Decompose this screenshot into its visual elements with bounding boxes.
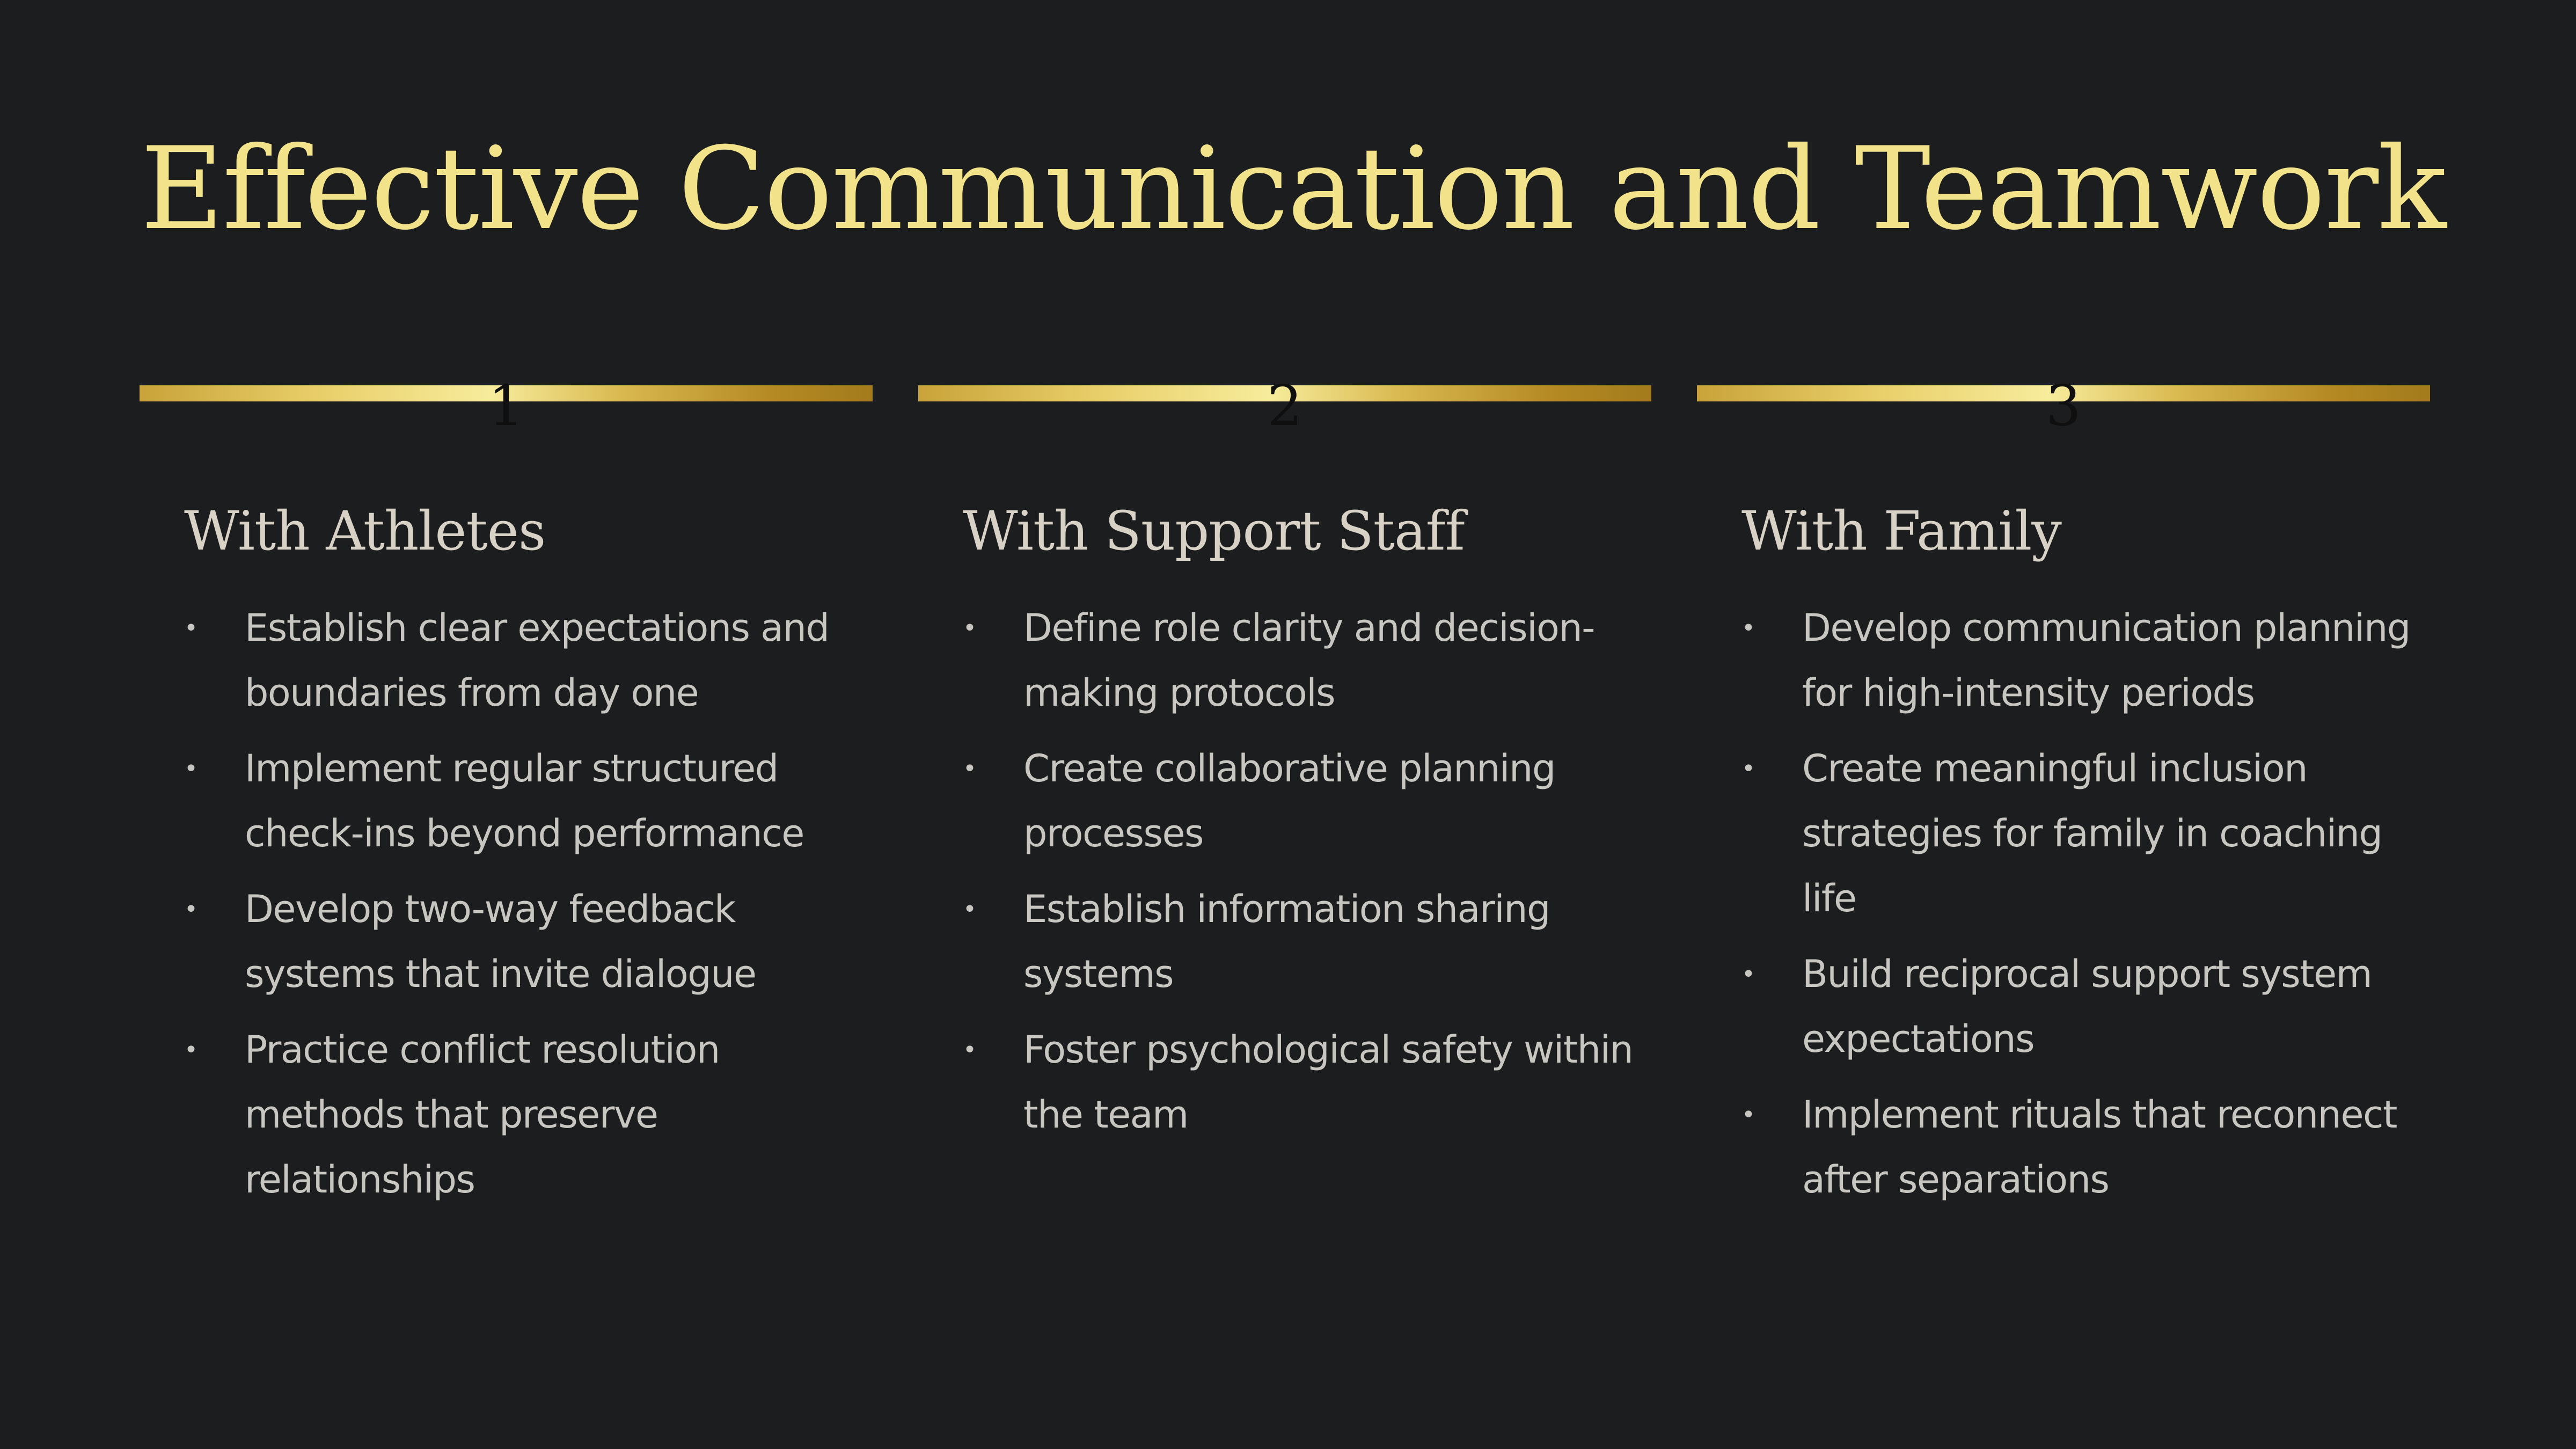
bullet-item: • Develop two-way feedback systems that invite dialogue bbox=[184, 877, 855, 1007]
bullet-item: • Establish clear expectations and boundaries from day one bbox=[184, 596, 855, 726]
step-number: 3 bbox=[2045, 373, 2082, 438]
bullet-item: • Implement rituals that reconnect after separations bbox=[1741, 1082, 2412, 1212]
column-with-support-staff bbox=[918, 373, 1651, 1158]
bullet-item: • Establish information sharing systems bbox=[963, 877, 1634, 1007]
bullet-item: • Foster psychological safety within the team bbox=[963, 1018, 1634, 1147]
bullet-list bbox=[963, 596, 1634, 1147]
bullet-item: • Define role clarity and decision-making protocols bbox=[963, 596, 1634, 726]
step-bar bbox=[918, 373, 1651, 438]
bullet-item: • Create meaningful inclusion strategies for family in coaching life bbox=[1741, 736, 2412, 931]
bullet-list bbox=[184, 596, 855, 1212]
bullet-list bbox=[1741, 596, 2412, 1212]
column-with-family bbox=[1697, 373, 2430, 1223]
column-with-athletes bbox=[140, 373, 873, 1223]
step-number: 2 bbox=[1267, 373, 1303, 438]
bullet-item: • Implement regular structured check-ins beyond performance bbox=[184, 736, 855, 866]
slide-title: Effective Communication and Teamwork bbox=[141, 122, 2446, 255]
step-number: 1 bbox=[488, 373, 524, 438]
bullet-item: • Practice conflict resolution methods that preserve relationships bbox=[184, 1018, 855, 1212]
column-heading: With Support Staff bbox=[963, 500, 1465, 562]
bullet-item: • Create collaborative planning processes bbox=[963, 736, 1634, 866]
column-heading: With Family bbox=[1741, 500, 2061, 562]
bullet-item: • Build reciprocal support system expectations bbox=[1741, 942, 2412, 1072]
step-bar bbox=[1697, 373, 2430, 438]
bullet-item: • Develop communication planning for high-intensity periods bbox=[1741, 596, 2412, 726]
step-bar bbox=[140, 373, 873, 438]
column-heading: With Athletes bbox=[184, 500, 546, 562]
